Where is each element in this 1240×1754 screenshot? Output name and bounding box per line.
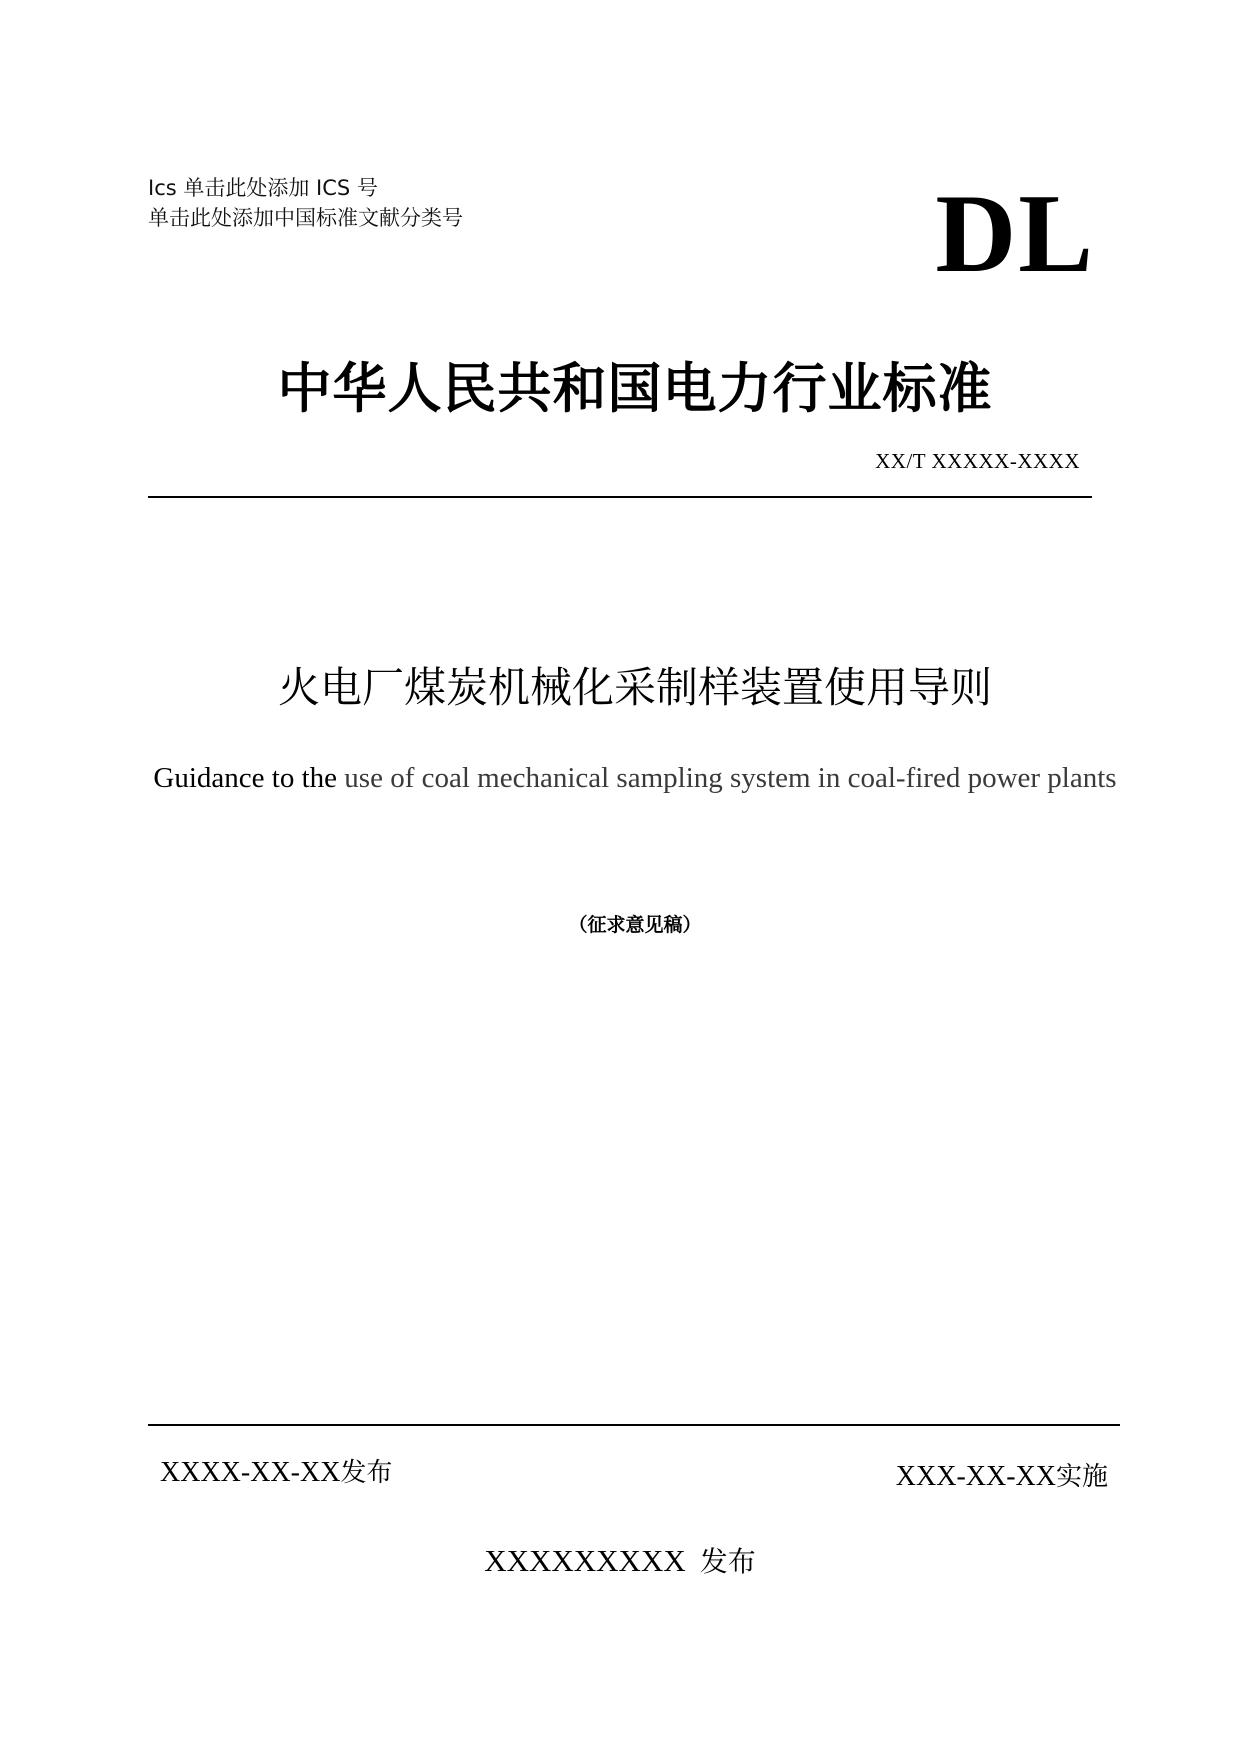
implement-date [896, 1456, 1108, 1493]
implement-date-value: XXX-XX-XX [895, 1461, 1056, 1492]
document-title-cn: 火电厂煤炭机械化采制样装置使用导则 [277, 663, 992, 712]
document-title-en [150, 760, 1120, 796]
draft-status-label: （征求意见稿） [568, 914, 702, 936]
implement-date-suffix: 实施 [1055, 1462, 1108, 1492]
footer-divider [148, 1424, 1120, 1426]
publish-date-value: XXXX-XX-XX [160, 1457, 341, 1488]
standard-category-title: 中华人民共和国电力行业标准 [277, 357, 993, 420]
publisher-name: XXXXXXXXX [484, 1543, 686, 1578]
standard-number: XX/T XXXXX-XXXX [875, 449, 1080, 473]
publisher-line [0, 1540, 1240, 1580]
ics-number-placeholder[interactable]: Ics 单击此处添加 ICS 号 [148, 176, 378, 200]
header-divider [148, 496, 1092, 498]
ccs-number-placeholder[interactable]: 单击此处添加中国标准文献分类号 [148, 206, 463, 230]
publish-date-suffix: 发布 [340, 1458, 393, 1488]
title-en-rest: use of coal mechanical sampling system in coal-fired power plants [344, 762, 1117, 794]
title-en-lead: Guidance to the [153, 762, 338, 794]
publish-date [160, 1452, 392, 1489]
publisher-suffix: 发布 [699, 1545, 756, 1578]
dl-standard-mark: DL [935, 172, 1095, 296]
